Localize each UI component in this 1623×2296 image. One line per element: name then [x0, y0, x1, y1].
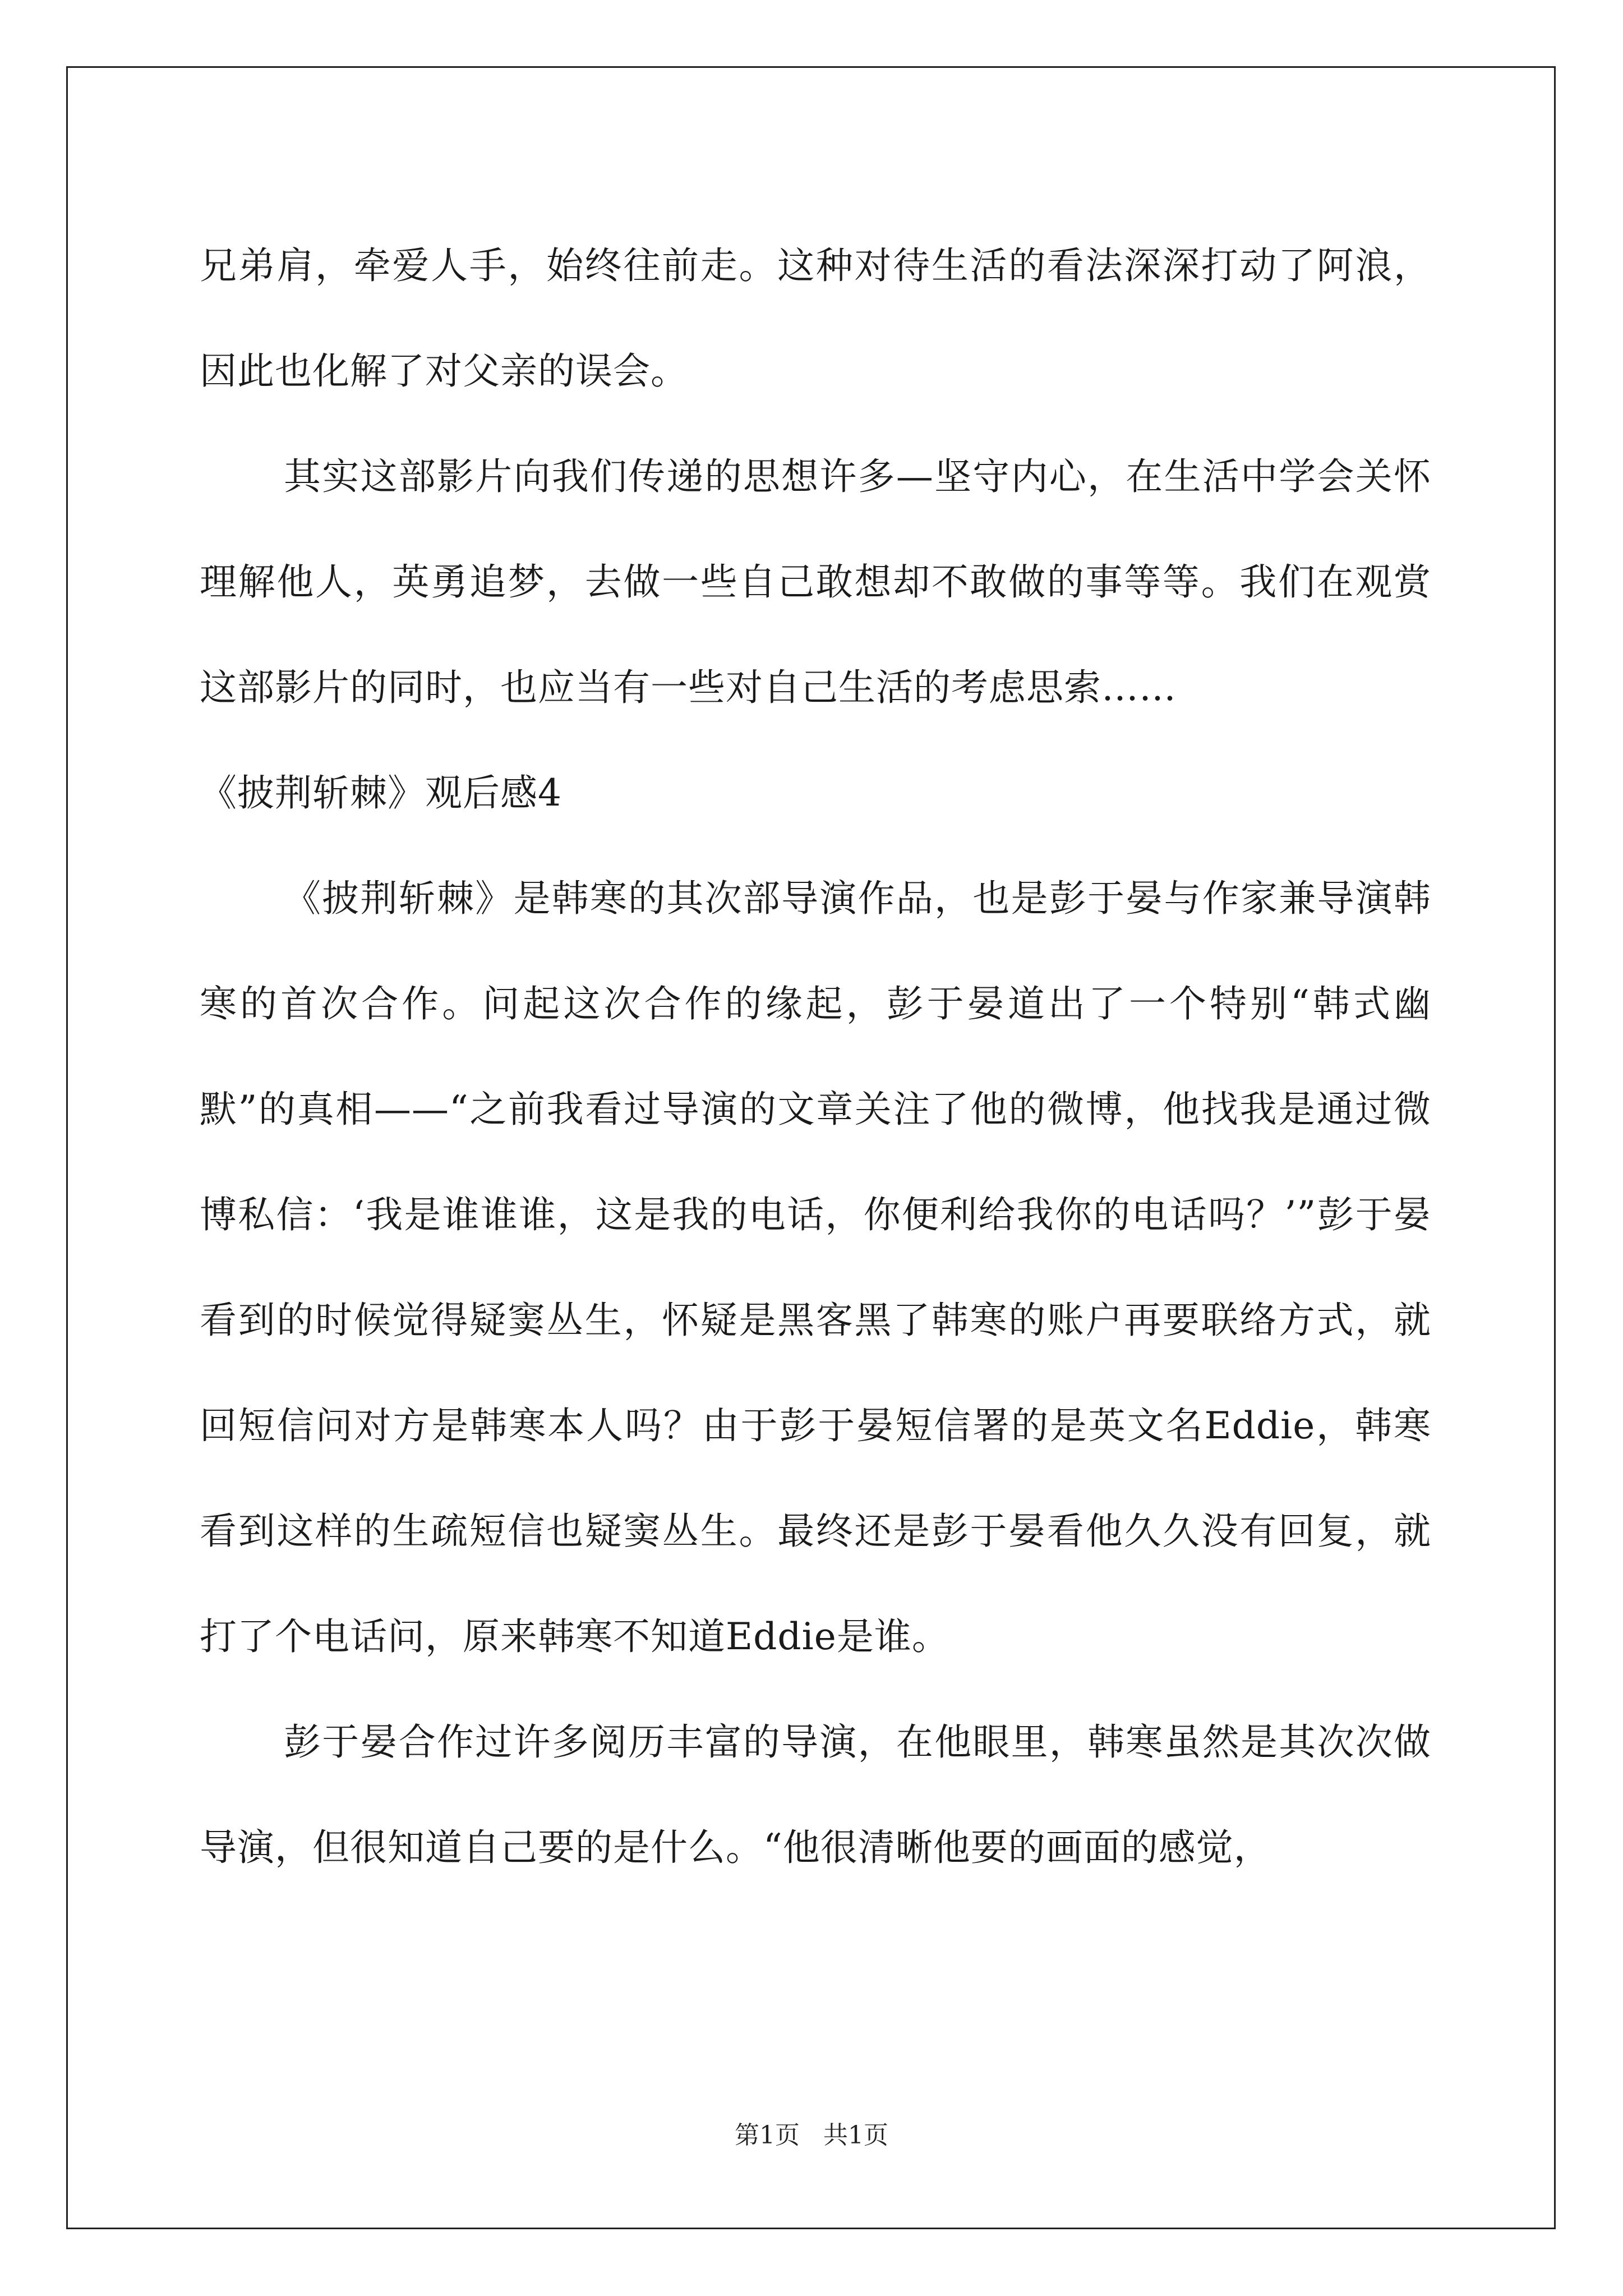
page-total: 共1页	[823, 2121, 888, 2150]
page-footer	[0, 2115, 1623, 2151]
page-number: 第1页	[735, 2121, 800, 2150]
paragraph: 彭于晏合作过许多阅历丰富的导演，在他眼里，韩寒虽然是其次次做导演，但很知道自己要的是什么。“他很清晰他要的画面的感觉，	[200, 1720, 1431, 1869]
section-title: 《披荆斩棘》观后感4	[200, 771, 562, 815]
paragraph-continuation: 兄弟肩，牵爱人手，始终往前走。这种对待生活的看法深深打动了阿浪，因此也化解了对父亲的误会。	[200, 244, 1431, 393]
paragraph: 《披荆斩棘》是韩寒的其次部导演作品，也是彭于晏与作家兼导演韩寒的首次合作。问起这次合作的缘起，彭于晏道出了一个特别“韩式幽默”的真相——“之前我看过导演的文章关注了他的微博，他找我是通过微博私信：‘我是谁谁谁，这是我的电话，你便利给我你的电话吗？’”彭于晏看到的时候觉得疑窦丛生，怀疑是黑客黑了韩寒的账户再要联络方式，就回短信问对方是韩寒本人吗？由于彭于晏短信署的是英文名Eddie，韩寒看到这样的生疏短信也疑窦丛生。最终还是彭于晏看他久久没有回复，就打了个电话问，原来韩寒不知道Eddie是谁。	[200, 877, 1431, 1658]
paragraph: 其实这部影片向我们传递的思想许多—坚守内心，在生活中学会关怀理解他人，英勇追梦，去做一些自己敢想却不敢做的事等等。我们在观赏这部影片的同时，也应当有一些对自己生活的考虑思索……	[200, 455, 1431, 709]
document-body	[200, 213, 1431, 1901]
